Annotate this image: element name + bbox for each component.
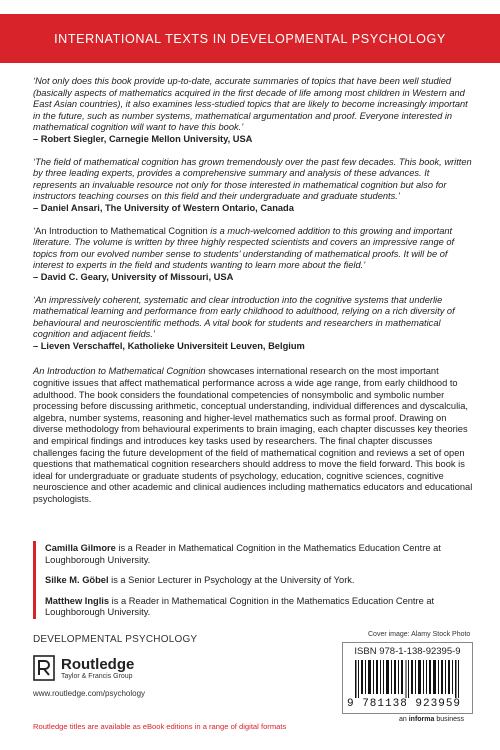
publisher-block bbox=[33, 634, 283, 698]
ebook-note: Routledge titles are available as eBook editions in a range of digital formats bbox=[33, 722, 287, 731]
quote-text: ‘The field of mathematical cognition has grown tremendously over the past few decades. This book, written by three leading experts, provides a comprehensive summary and analysis of these advances. It represents an invaluable resource not only for those interested in mathematical cognition but also for instructors teaching courses on this field and their undergraduate and graduate students.’ bbox=[33, 156, 472, 202]
publisher-text bbox=[61, 657, 134, 680]
cover-image-credit: Cover image: Alamy Stock Photo bbox=[368, 631, 471, 638]
description-book-title: An Introduction to Mathematical Cognition bbox=[33, 366, 206, 377]
quote-text: ‘An impressively coherent, systematic and clear introduction into the cognitive systems that underlie mathematical learning and performance from early childhood to adulthood, relying on a rich diversity of behavioural and neuroscientific methods. A vital book for students and researchers in mathematical cognition and adjacent fields.’ bbox=[33, 294, 455, 340]
subject-category: DEVELOPMENTAL PSYCHOLOGY bbox=[33, 634, 198, 645]
quote-attribution: – Daniel Ansari, The University of Western Ontario, Canada bbox=[33, 202, 294, 213]
book-description bbox=[33, 366, 473, 505]
publisher-url[interactable]: www.routledge.com/psychology bbox=[33, 689, 146, 698]
author-bio-text: is a Reader in Mathematical Cognition in the Mathematics Education Centre at Loughborough University. bbox=[45, 543, 441, 565]
author-bio-text: is a Senior Lecturer in Psychology at the University of York. bbox=[108, 575, 355, 586]
quote-open-mark: ‘ bbox=[33, 225, 36, 236]
isbn-barcode bbox=[342, 642, 473, 714]
author-bios bbox=[45, 543, 475, 628]
barcode-digits: 9 781138 923959 bbox=[347, 698, 462, 710]
author-name: Silke M. Göbel bbox=[45, 575, 109, 586]
author-name: Camilla Gilmore bbox=[45, 543, 116, 553]
author-bio-text: is a Reader in Mathematical Cognition in the Mathematics Education Centre at Loughborough University. bbox=[45, 595, 435, 618]
quote-text bbox=[33, 226, 454, 271]
quote-attribution: – Lieven Verschaffel, Katholieke Universiteit Leuven, Belgium bbox=[33, 340, 305, 351]
publisher-group: Taylor & Francis Group bbox=[61, 672, 133, 680]
review-quote bbox=[33, 295, 473, 353]
informa-prefix: an bbox=[399, 716, 409, 723]
quote-attribution: – Robert Siegler, Carnegie Mellon University, USA bbox=[33, 133, 253, 144]
publisher-logo bbox=[33, 655, 283, 681]
quote-book-title: An Introduction to Mathematical Cognition bbox=[35, 225, 208, 236]
quote-text: ‘Not only does this book provide up-to-date, accurate summaries of topics that have been well studied (basically aspects of mathematics acquired in the first decade of life among most children in Western and East Asian countries), it also examines less-studied topics that are likely to become increasingly important in the future, such as number systems, mathematical argumentation and proof. Everyone interested in mathematical cognition will want to have this book.’ bbox=[33, 76, 468, 133]
barcode-icon bbox=[355, 660, 460, 698]
quote-text-rest: is a much-welcomed addition to this growing and important literature. The volume is written by three highly respected scientists and covers an impressive range of topics from our evolved number sense to students’ understanding of mathematical proofs. It will be of interest to experts in the field and students wanting to learn more about the field.’ bbox=[33, 225, 455, 271]
top-margin bbox=[0, 0, 500, 14]
routledge-logo-icon bbox=[33, 655, 55, 681]
review-quote bbox=[33, 157, 473, 215]
author-bio bbox=[45, 543, 475, 566]
description-body: showcases international research on the most important cognitive issues that affect mathematical performance across a wide age range, from early childhood to adulthood. The book considers the foundational competencies of nonsymbolic and symbolic number processing before discussing arithmetic, conceptual understanding, individual differences and dyscalculia, algebra, number systems, reasoning and higher-level mathematics such as formal proof. Drawing on diverse methodology from behavioural experiments to brain imaging, each chapter discusses key theories and empirical findings and introduces key tasks used by researchers. The final chapter discusses challenges facing the future development of the field of mathematical cognition and reviews a set of open questions that mathematical cognition researchers should address to move the field forward. This book is ideal for undergraduate or graduate students of psychology, education, cognitive sciences, cognitive neuroscience and other academic and clinical audiences including mathematics educators and educational psychologists. bbox=[33, 366, 473, 504]
informa-suffix: business bbox=[434, 716, 464, 723]
author-name: Matthew Inglis bbox=[45, 595, 110, 606]
review-quote bbox=[33, 76, 473, 146]
isbn-number: ISBN 978-1-138-92395-9 bbox=[354, 646, 461, 657]
author-bios-accent-rule bbox=[33, 541, 36, 619]
review-quote bbox=[33, 226, 473, 284]
series-banner: INTERNATIONAL TEXTS IN DEVELOPMENTAL PSYCHOLOGY bbox=[0, 14, 500, 63]
quote-attribution: – David C. Geary, University of Missouri, USA bbox=[33, 271, 234, 282]
informa-brand: informa bbox=[408, 716, 435, 723]
back-cover-text bbox=[33, 76, 473, 515]
author-bio bbox=[45, 575, 475, 587]
informa-business-tag bbox=[399, 716, 464, 723]
publisher-name: Routledge bbox=[61, 655, 135, 673]
author-bio bbox=[45, 596, 475, 619]
